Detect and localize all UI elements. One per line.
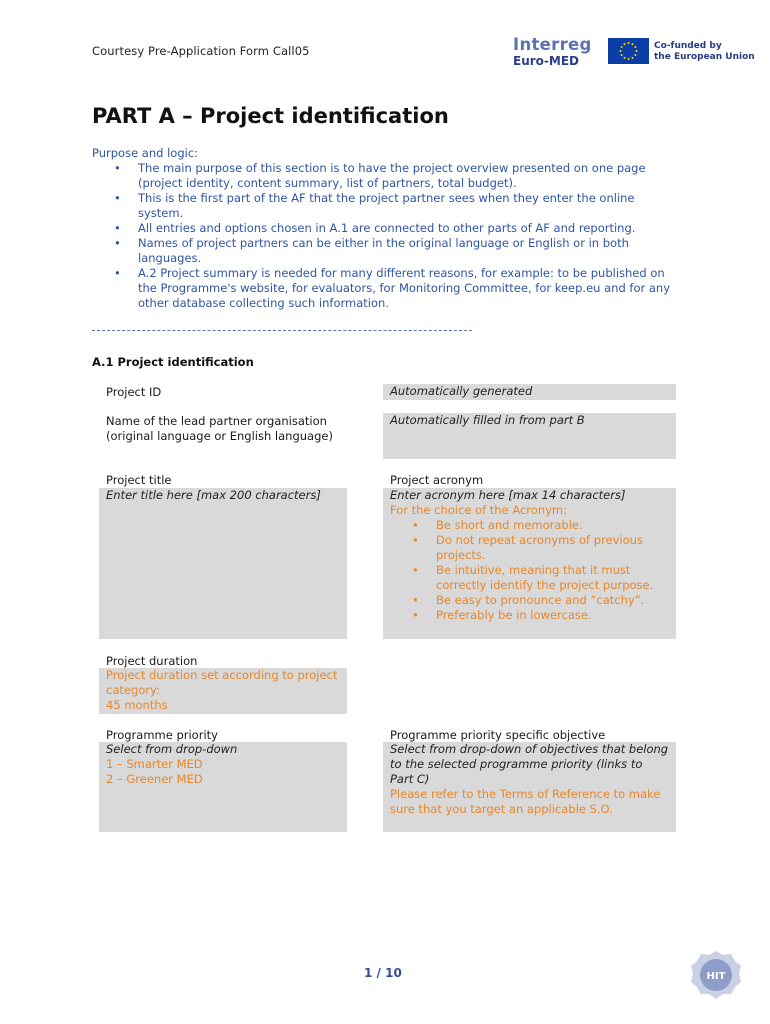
purpose-list xyxy=(92,161,682,311)
acronym-tip: • Be easy to pronounce and “catchy”. xyxy=(390,593,669,608)
lead-partner-label: Name of the lead partner organisation (original language or English language) xyxy=(106,414,333,443)
page-number: 1 / 10 xyxy=(364,966,402,980)
specific-objective-label: Programme priority specific objective xyxy=(390,728,606,742)
acronym-tip: • Be short and memorable. xyxy=(390,518,669,533)
hit-badge-text: HIT xyxy=(706,971,726,982)
project-duration-field xyxy=(99,668,347,714)
programme-priority-dropdown[interactable] xyxy=(99,742,347,832)
interreg-logo-line1: Interreg xyxy=(513,35,592,54)
eu-text-line2: the European Union xyxy=(654,52,755,62)
purpose-heading: Purpose and logic: xyxy=(92,146,199,160)
project-id-value: Automatically generated xyxy=(390,384,533,398)
purpose-item: • Names of project partners can be either in the original language or English or in both languages. xyxy=(92,236,682,266)
duration-note: Project duration set according to project category: xyxy=(106,668,338,697)
priority-option[interactable]: 2 – Greener MED xyxy=(106,772,203,786)
project-title-label: Project title xyxy=(106,473,172,487)
acronym-tips-list xyxy=(390,518,669,623)
purpose-item: • All entries and options chosen in A.1 are connected to other parts of AF and reporting. xyxy=(92,221,682,236)
project-duration-label: Project duration xyxy=(106,654,198,668)
duration-value: 45 months xyxy=(106,698,168,712)
project-acronym-input[interactable] xyxy=(383,488,676,639)
eu-cofunded-text xyxy=(654,41,755,63)
interreg-logo xyxy=(513,36,603,68)
project-title-input[interactable] xyxy=(99,488,347,639)
objective-placeholder: Select from drop-down of objectives that belong to the selected programme priority (links to Part C) xyxy=(390,742,669,786)
lead-partner-value: Automatically filled in from part B xyxy=(390,413,585,427)
purpose-item: • The main purpose of this section is to have the project overview presented on one page (project identity, content summary, list of partners, total budget). xyxy=(92,161,682,191)
purpose-item: • This is the first part of the AF that the project partner sees when they enter the online system. xyxy=(92,191,682,221)
priority-placeholder: Select from drop-down xyxy=(106,742,238,756)
section-title: A.1 Project identification xyxy=(92,355,254,369)
interreg-logo-line2: Euro-MED xyxy=(513,54,579,68)
objective-note: Please refer to the Terms of Reference to make sure that you target an applicable S.O. xyxy=(390,787,661,816)
project-id-field xyxy=(383,384,676,400)
acronym-tip: • Do not repeat acronyms of previous projects. xyxy=(390,533,669,563)
acronym-note: For the choice of the Acronym: xyxy=(390,503,567,517)
eu-flag-icon xyxy=(608,38,649,64)
project-acronym-placeholder: Enter acronym here [max 14 characters] xyxy=(390,488,626,502)
part-title: PART A – Project identification xyxy=(92,104,449,128)
lead-partner-field xyxy=(383,413,676,459)
eu-text-line1: Co-funded by xyxy=(654,41,722,51)
dashed-divider xyxy=(92,330,472,331)
document-header-title: Courtesy Pre-Application Form Call05 xyxy=(92,44,310,58)
project-acronym-label: Project acronym xyxy=(390,473,484,487)
purpose-item: • A.2 Project summary is needed for many different reasons, for example: to be published on the Programme's website, for evaluators, for Monitoring Committee, for keep.eu and for any other database collecting such information. xyxy=(92,266,682,311)
purpose-section xyxy=(92,146,682,311)
specific-objective-dropdown[interactable] xyxy=(383,742,676,832)
priority-option[interactable]: 1 – Smarter MED xyxy=(106,757,203,771)
project-id-label: Project ID xyxy=(106,385,162,399)
hit-badge-logo xyxy=(690,950,742,1000)
acronym-tip: • Preferably be in lowercase. xyxy=(390,608,669,623)
programme-priority-label: Programme priority xyxy=(106,728,218,742)
acronym-tip: • Be intuitive, meaning that it must correctly identify the project purpose. xyxy=(390,563,669,593)
project-title-placeholder: Enter title here [max 200 characters] xyxy=(106,488,321,502)
